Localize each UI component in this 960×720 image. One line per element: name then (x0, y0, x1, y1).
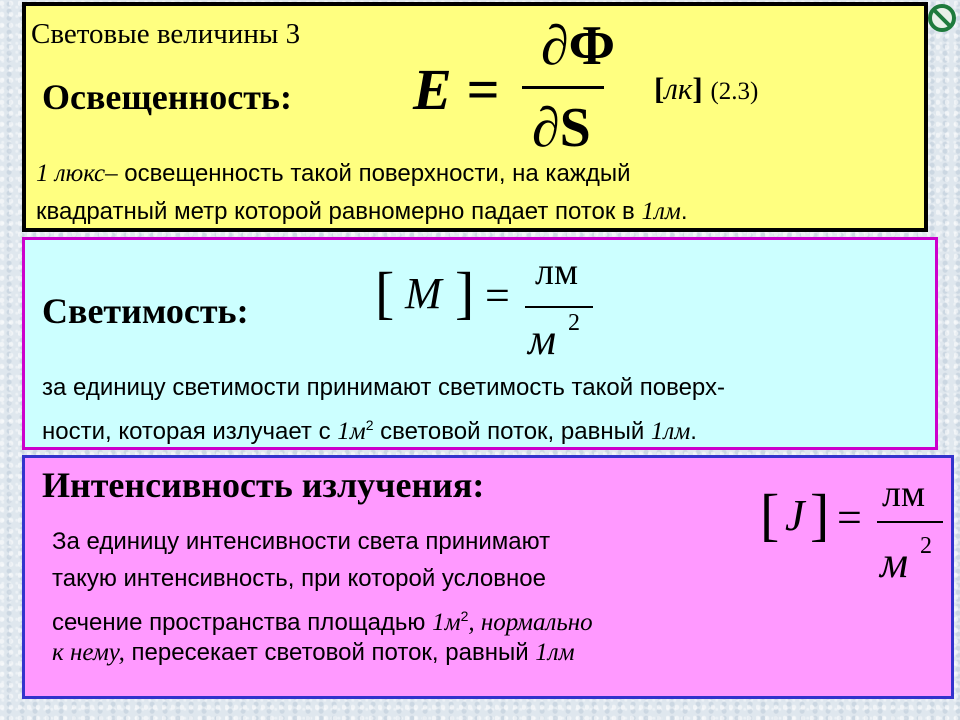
intensity-definition-line1: За единицу интенсивности света принимают (52, 528, 551, 555)
luminosity-panel (22, 237, 938, 450)
illuminance-definition-line2: квадратный метр которой равномерно падает поток в 1лм. (36, 198, 688, 225)
no-entry-icon[interactable] (927, 3, 957, 33)
luminosity-definition-line1: за единицу светимости принимают светимость такой поверх- (42, 374, 726, 401)
intensity-equals: = (837, 493, 862, 542)
intensity-lhs-bracket-open: [ (760, 482, 780, 547)
slide-subtitle: Световые величины 3 (31, 18, 301, 50)
illuminance-definition-line1: 1 люкс– освещенность такой поверхности, на каждый (36, 160, 631, 187)
luminosity-definition-line2: ности, которая излучает с $1м^2$ световой поток, равный 1лм. (42, 417, 697, 445)
unit-bracket-close: ] (692, 71, 703, 106)
luminosity-lhs-symbol: M (405, 269, 442, 318)
unit-bracket-open: [ (654, 71, 665, 106)
luminosity-equals: = (485, 271, 510, 320)
luminosity-numerator: лм (535, 251, 579, 293)
intensity-lhs-symbol: J (785, 491, 805, 540)
illuminance-heading: Освещенность: (42, 77, 292, 117)
illuminance-fraction-line (522, 86, 604, 89)
illuminance-panel (22, 2, 928, 232)
luminosity-denominator: м (528, 315, 557, 364)
intensity-exponent: 2 (920, 533, 932, 559)
luminosity-exponent: 2 (568, 310, 580, 336)
intensity-heading: Интенсивность излучения: (42, 465, 485, 505)
luminosity-heading: Светимость: (42, 291, 249, 331)
equation-number: (2.3) (710, 78, 759, 105)
illuminance-formula-lhs: E = (413, 57, 500, 122)
luminosity-lhs-bracket-close: ] (455, 260, 475, 325)
luminosity-lhs-bracket-open: [ (375, 260, 395, 325)
intensity-numerator: лм (882, 473, 926, 515)
luminosity-fraction-line (525, 306, 593, 308)
intensity-lhs-bracket-close: ] (810, 482, 830, 547)
illuminance-unit (654, 71, 758, 107)
intensity-definition-line3: сечение пространства площадью $1м^2$, нормально (52, 608, 593, 636)
intensity-panel (22, 455, 954, 699)
intensity-fraction-line (877, 521, 943, 523)
illuminance-denominator: ∂S (532, 97, 591, 159)
intensity-definition-line4: к нему, пересекает световой поток, равный 1лм (52, 639, 575, 666)
intensity-denominator: м (880, 538, 909, 587)
intensity-definition-line2: такую интенсивность, при которой условное (52, 565, 546, 592)
illuminance-numerator: ∂Φ (541, 15, 616, 77)
unit-text: лк (664, 71, 693, 106)
